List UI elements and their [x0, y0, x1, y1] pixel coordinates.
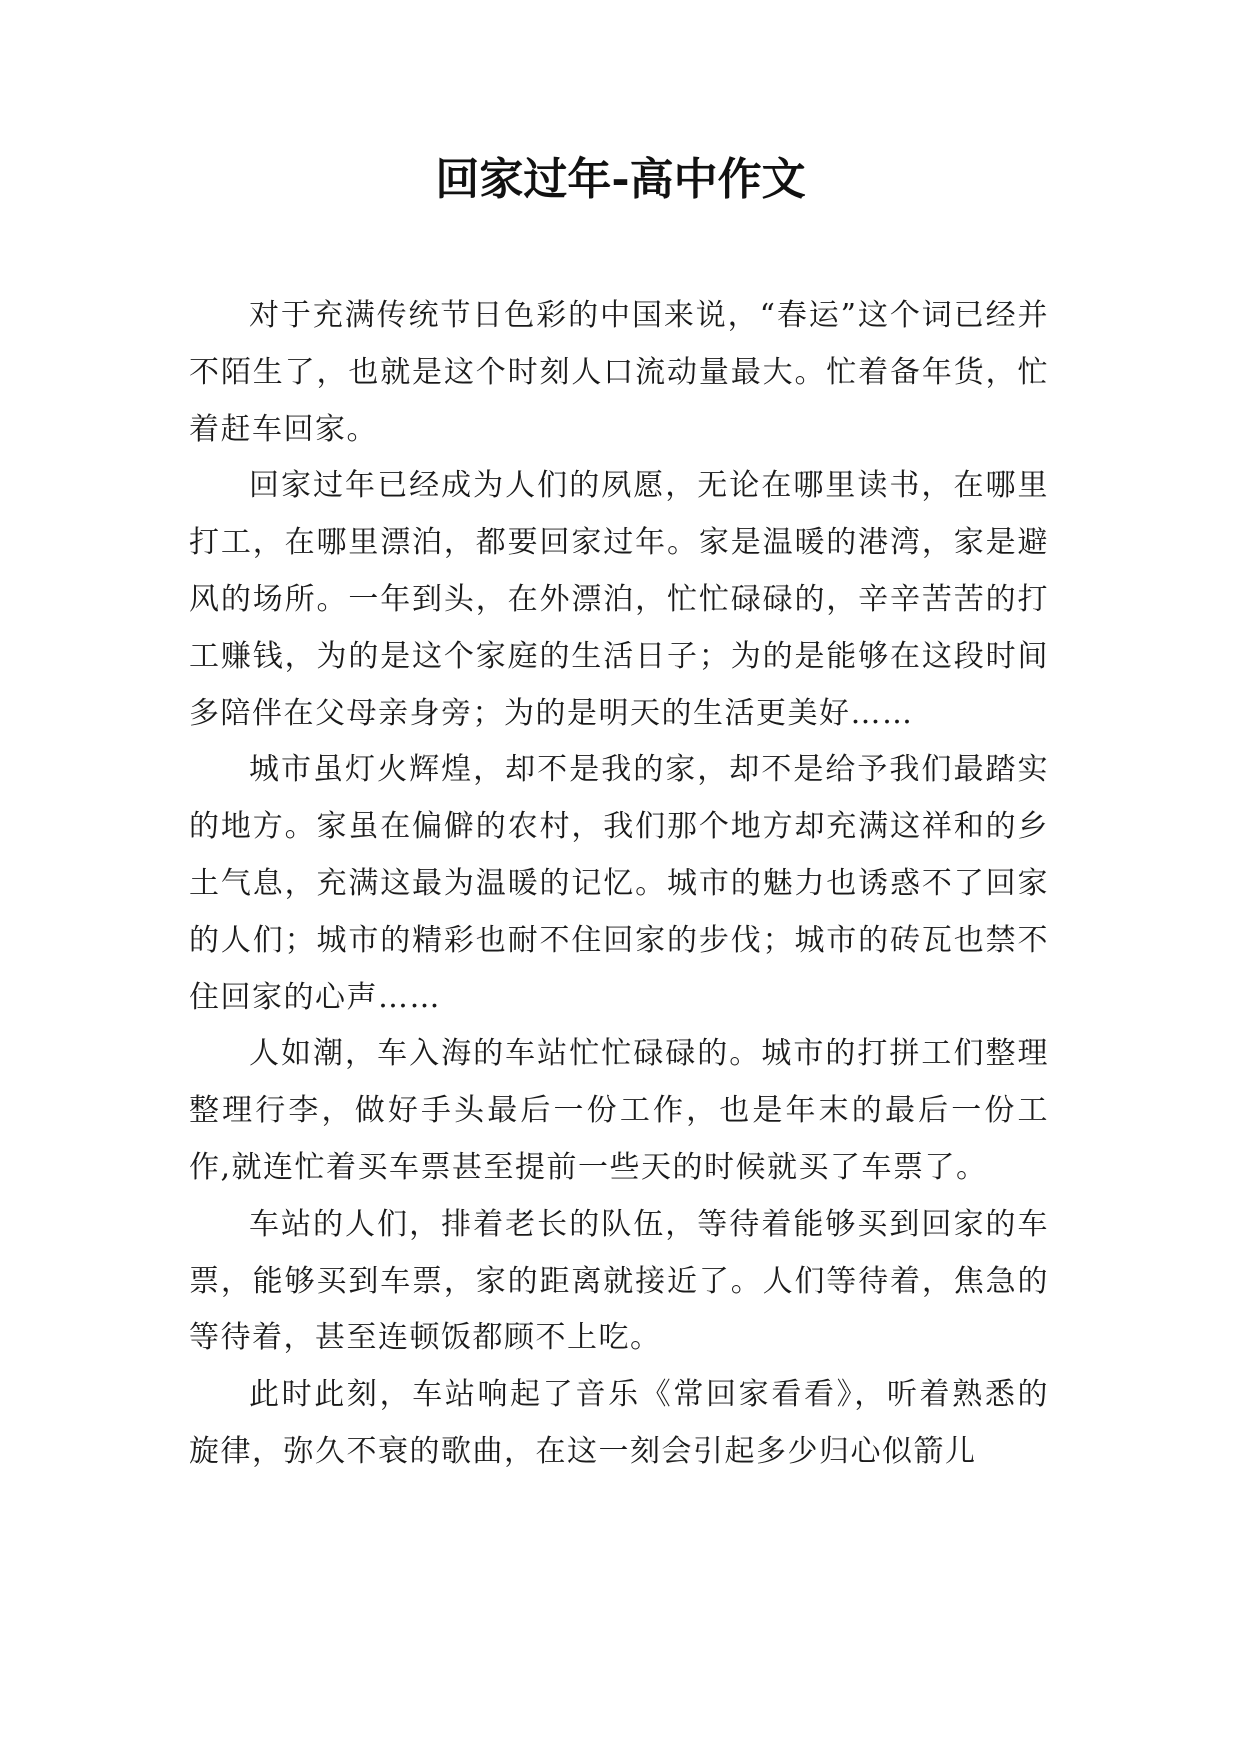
paragraph-6: 此时此刻，车站响起了音乐《常回家看看》，听着熟悉的旋律，弥久不衰的歌曲，在这一刻会引起多少归心似箭儿 — [189, 1377, 1049, 1469]
paragraph-5: 车站的人们，排着老长的队伍，等待着能够买到回家的车票，能够买到车票，家的距离就接近了。人们等待着，焦急的等待着，甚至连顿饭都顾不上吃。 — [189, 1206, 1049, 1356]
paragraph-3: 城市虽灯火辉煌，却不是我的家，却不是给予我们最踏实的地方。家虽在偏僻的农村，我们那个地方却充满这祥和的乡土气息，充满这最为温暖的记忆。城市的魅力也诱惑不了回家的人们；城市的精彩也耐不住回家的步伐；城市的砖瓦也禁不住回家的心声…… — [189, 752, 1049, 1015]
document-body — [189, 288, 1049, 1481]
paragraph-2: 回家过年已经成为人们的夙愿，无论在哪里读书，在哪里打工，在哪里漂泊，都要回家过年。家是温暖的港湾，家是避风的场所。一年到头，在外漂泊，忙忙碌碌的，辛辛苦苦的打工赚钱，为的是这个家庭的生活日子；为的是能够在这段时间多陪伴在父母亲身旁；为的是明天的生活更美好…… — [189, 468, 1049, 731]
paragraph-4: 人如潮，车入海的车站忙忙碌碌的。城市的打拼工们整理整理行李，做好手头最后一份工作，也是年末的最后一份工作,就连忙着买车票甚至提前一些天的时候就买了车票了。 — [189, 1036, 1049, 1185]
paragraph-1: 对于充满传统节日色彩的中国来说，“春运”这个词已经并不陌生了，也就是这个时刻人口流动量最大。忙着备年货，忙着赶车回家。 — [189, 298, 1049, 447]
document-title: 回家过年-高中作文 — [435, 154, 806, 205]
